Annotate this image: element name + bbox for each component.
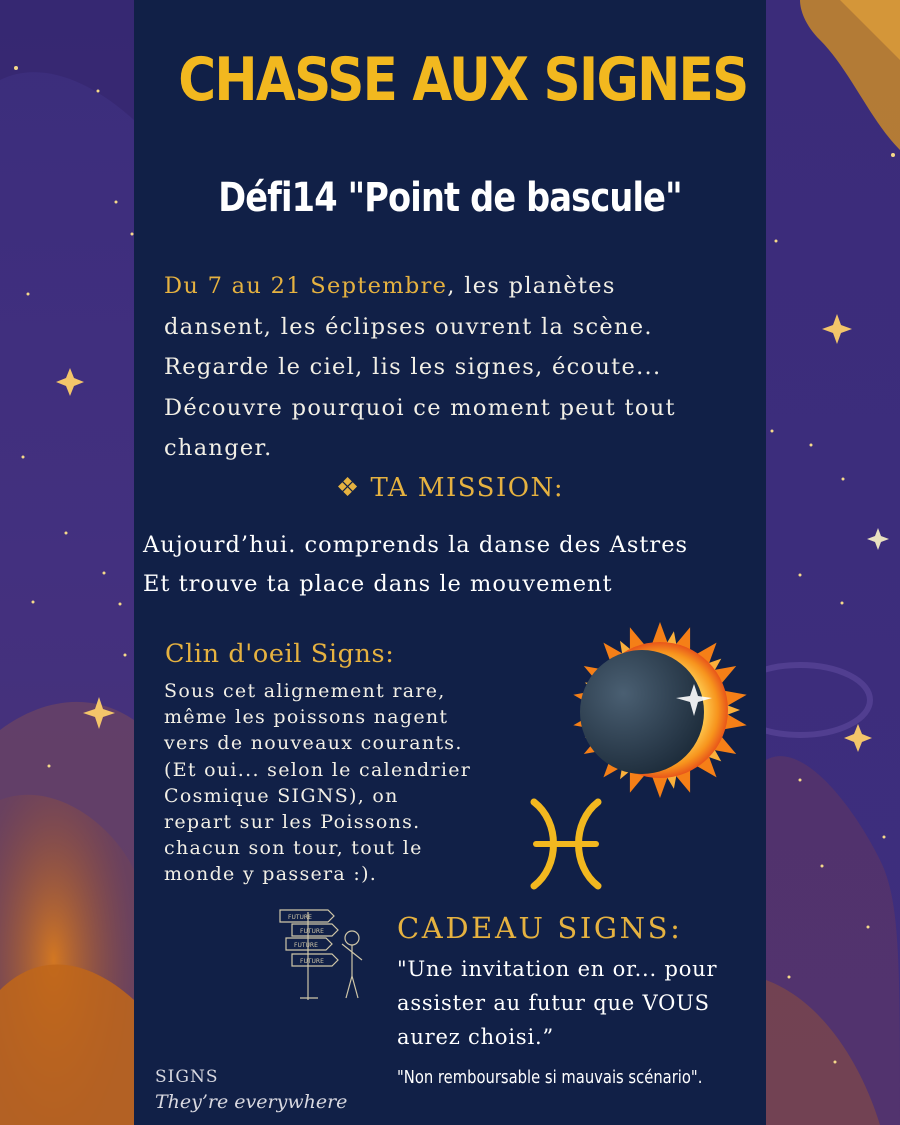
mission-heading (134, 468, 766, 508)
signpost-label: FUTURE (300, 958, 324, 965)
clin-oeil-line: chacun son tour, tout le (164, 837, 423, 860)
intro-line-2: dansent, les éclipses ouvrent la scène. (164, 313, 653, 340)
future-signpost-icon (272, 904, 382, 1006)
brand-tagline: They’re everywhere (155, 1091, 348, 1113)
clin-oeil-line: Cosmique SIGNS), on (164, 784, 399, 807)
clin-oeil-line: vers de nouveaux courants. (164, 732, 463, 755)
clin-oeil-text (164, 678, 544, 888)
mission-line-1: Aujourd’hui. comprends la danse des Astres (143, 532, 689, 558)
pisces-icon (526, 796, 606, 892)
brand-name: SIGNS (155, 1067, 219, 1087)
page-title: CHASSE AUX SIGNES (178, 45, 748, 115)
signpost-label: FUTURE (294, 942, 318, 949)
clin-oeil-line: Sous cet alignement rare, (164, 680, 446, 702)
intro-line-5: changer. (164, 435, 273, 461)
cadeau-text (397, 952, 767, 1054)
clin-oeil-line: repart sur les Poissons. (164, 811, 421, 834)
mission-text (143, 526, 773, 604)
mission-line-2: Et trouve ta place dans le mouvement (143, 571, 613, 597)
cadeau-note: "Non remboursable si mauvais scénario". (397, 1067, 703, 1088)
clin-oeil-line: monde y passera :). (164, 863, 378, 886)
signpost-label: FUTURE (300, 928, 324, 935)
cadeau-heading: CADEAU SIGNS: (397, 911, 683, 945)
intro-line-1-rest: , les planètes (447, 273, 616, 299)
intro-paragraph (164, 266, 764, 469)
cadeau-line-3: aurez choisi.” (397, 1025, 555, 1049)
mission-heading-text: TA MISSION: (370, 473, 565, 503)
date-highlight: Du 7 au 21 Septembre (164, 273, 448, 299)
cadeau-line-2: assister au futur que VOUS (397, 991, 710, 1015)
page-subtitle: Défi14 "Point de bascule" (218, 175, 682, 221)
clin-oeil-line: même les poissons nagent (164, 706, 449, 729)
signpost-label: FUTURE (288, 914, 312, 921)
eclipse-icon (556, 618, 756, 808)
clin-oeil-line: (Et oui... selon le calendrier (164, 758, 472, 781)
intro-line-4: Découvre pourquoi ce moment peut tout (164, 394, 676, 421)
diamond-icon: ❖ (335, 473, 361, 503)
intro-line-1 (164, 266, 764, 307)
intro-line-3: Regarde le ciel, lis les signes, écoute... (164, 354, 662, 380)
clin-oeil-heading: Clin d'oeil Signs: (165, 639, 395, 669)
cadeau-line-1: "Une invitation en or... pour (397, 957, 718, 981)
